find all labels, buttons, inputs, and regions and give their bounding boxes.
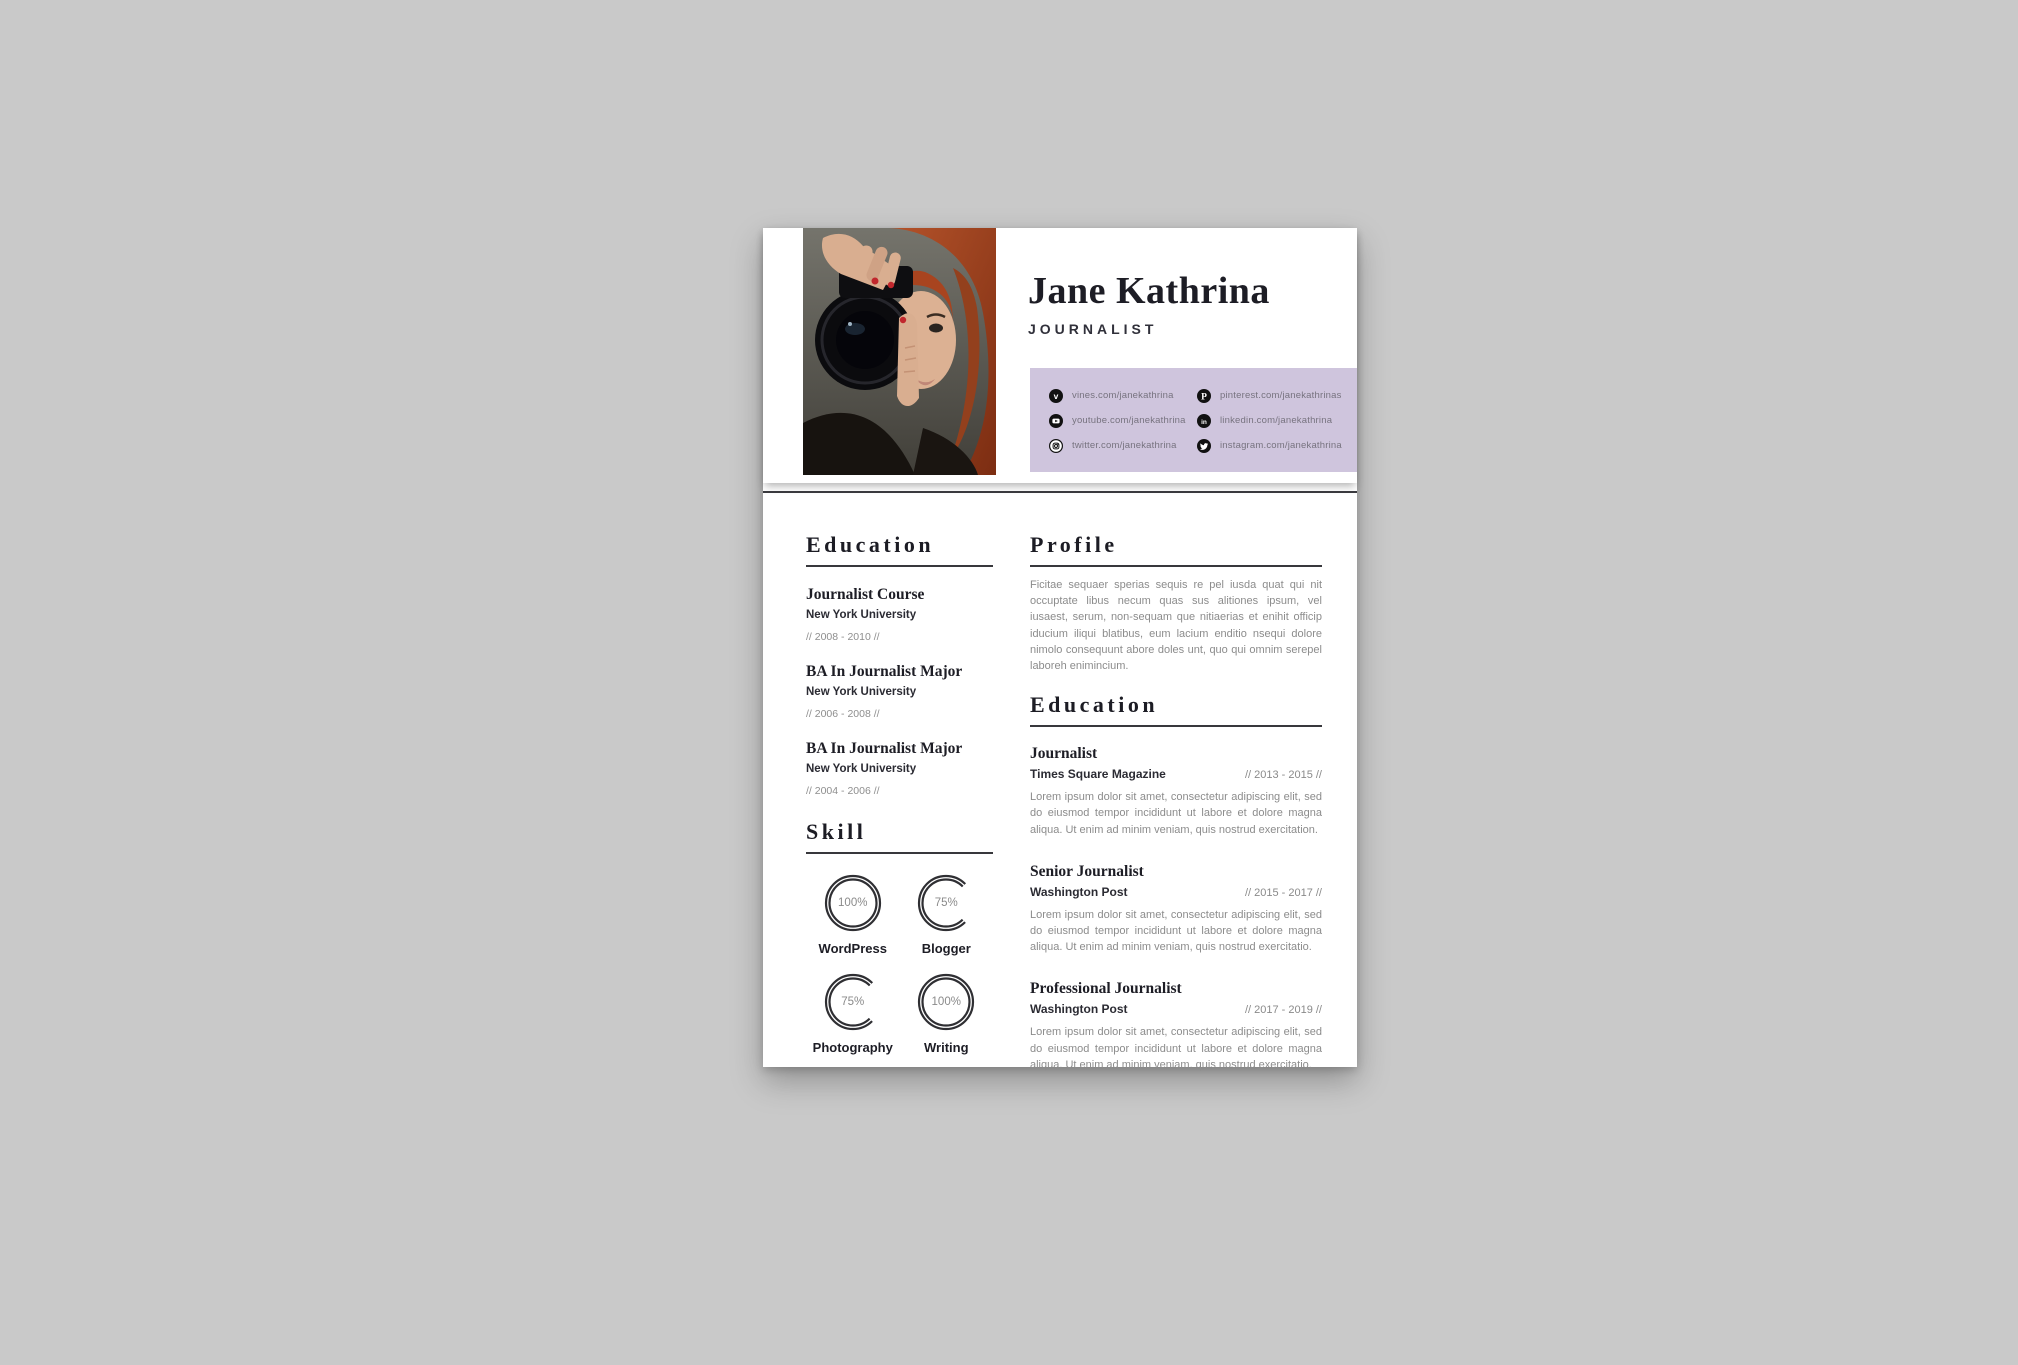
twitter-icon [1197, 439, 1211, 453]
skill-ring [916, 873, 976, 933]
social-links-grid [1049, 383, 1357, 458]
vimeo-icon [1049, 389, 1063, 403]
education-title: BA In Journalist Major [806, 663, 963, 680]
experience-dates: // 2017 - 2019 // [1244, 1004, 1322, 1017]
person-name: Jane Kathrina [1028, 270, 1270, 312]
social-link-instagram[interactable] [1049, 439, 1197, 453]
skill-ring [916, 972, 976, 1032]
experience-dates: // 2015 - 2017 // [1244, 886, 1322, 899]
experience-dates: // 2013 - 2015 // [1244, 769, 1322, 782]
section-rule [1030, 565, 1322, 567]
skill-percent: 75% [841, 996, 865, 1008]
experience-meta [1030, 884, 1322, 900]
resume-page [763, 228, 1357, 1071]
social-link-label: pinterest.com/janekathrinas [1220, 390, 1342, 401]
instagram-icon [1049, 439, 1063, 453]
education-title: Journalist Course [806, 586, 925, 603]
experience-text: Lorem ipsum dolor sit amet, consectetur adipiscing elit, sed do eiusmod tempor incididunt ut labore et dolore magna aliqua. Ut enim ad minim veniam, quis nostrud exercitatio. [1030, 1026, 1322, 1071]
education-school: New York University [806, 763, 917, 775]
education-title: BA In Journalist Major [806, 740, 963, 757]
education-dates: // 2008 - 2010 // [806, 631, 880, 643]
social-link-pinterest[interactable] [1197, 389, 1357, 403]
education-entry [806, 739, 993, 798]
experience-entry [1030, 979, 1322, 1073]
education-dates: // 2004 - 2006 // [806, 785, 880, 797]
skill-ring [823, 972, 883, 1032]
youtube-icon [1049, 414, 1063, 428]
experience-title: Senior Journalist [1030, 862, 1144, 880]
experience-entry [1030, 862, 1322, 956]
profile-text: Ficitae sequaer sperias sequis re pel iusda quat qui nit occuptate libus necum quas sus alitiones ipsum, vel iusaest, serum, non-sequam que nitiaerias et enihit officip iducium iliqui blatibus, eum lacium enditio nsequi dolore nimolo consequunt abore doles unt, quo qui omnim serepel laboreh enimincium. [1030, 579, 1322, 673]
social-link-youtube[interactable] [1049, 414, 1197, 428]
skill-percent: 100% [838, 897, 868, 909]
social-link-label: youtube.com/janekathrina [1072, 415, 1186, 426]
svg-text:in: in [1201, 418, 1207, 426]
social-link-linkedin[interactable] [1197, 414, 1357, 428]
experience-entry [1030, 744, 1322, 838]
education-entry [806, 662, 993, 721]
skill-percent: 75% [934, 897, 958, 909]
experience-title: Journalist [1030, 745, 1098, 763]
person-title: JOURNALIST [1028, 321, 1158, 337]
social-link-vimeo[interactable] [1049, 389, 1197, 403]
experience-company: Times Square Magazine [1030, 767, 1166, 782]
skill-label: WordPress [818, 941, 887, 956]
skill-photography [813, 972, 893, 1055]
profile-section-heading: Profile [1030, 532, 1118, 557]
experience-title: Professional Journalist [1030, 980, 1182, 998]
skill-ring [823, 873, 883, 933]
pinterest-icon [1197, 389, 1211, 403]
social-link-twitter[interactable] [1197, 439, 1357, 453]
svg-text:P: P [1201, 392, 1207, 402]
skills-grid [806, 873, 993, 1055]
section-rule [806, 852, 993, 854]
section-rule [806, 565, 993, 567]
left-column [806, 532, 993, 1055]
svg-text:v: v [1053, 390, 1059, 401]
skill-label: Blogger [921, 941, 971, 956]
right-column [1030, 532, 1322, 1073]
education-school: New York University [806, 686, 917, 698]
skill-label: Photography [812, 1040, 893, 1055]
skill-writing [916, 972, 976, 1055]
experience-meta [1030, 1001, 1322, 1017]
social-link-label: linkedin.com/janekathrina [1220, 415, 1333, 426]
social-links-panel [1030, 368, 1357, 472]
name-block [1028, 270, 1270, 337]
experience-meta [1030, 766, 1322, 782]
experience-text: Lorem ipsum dolor sit amet, consectetur adipiscing elit, sed do eiusmod tempor incididunt ut labore et dolore magna aliqua. Ut enim ad minim veniam, quis nostrud exercitatio. [1030, 908, 1322, 954]
skill-label: Writing [923, 1040, 969, 1055]
skill-blogger [916, 873, 976, 956]
skill-percent: 100% [931, 996, 961, 1008]
education-school: New York University [806, 609, 917, 621]
portrait-photo [803, 228, 996, 475]
resume-body [763, 493, 1357, 1071]
section-rule [1030, 725, 1322, 727]
linkedin-icon [1197, 414, 1211, 428]
experience-section-heading: Education [1030, 692, 1159, 718]
social-link-label: vines.com/janekathrina [1072, 390, 1174, 401]
education-entry [806, 585, 993, 644]
skill-wordpress [819, 873, 887, 956]
resume-header [763, 228, 1357, 483]
experience-company: Washington Post [1030, 884, 1128, 899]
skill-section-heading: Skill [806, 819, 867, 844]
social-link-label: instagram.com/janekathrina [1220, 440, 1342, 451]
experience-text: Lorem ipsum dolor sit amet, consectetur adipiscing elit, sed do eiusmod tempor incididunt ut labore et dolore magna aliqua. Ut enim ad minim veniam, quis nostrud exercitation. [1030, 791, 1322, 836]
education-section-heading: Education [806, 532, 935, 557]
experience-company: Washington Post [1030, 1002, 1128, 1017]
social-link-label: twitter.com/janekathrina [1072, 440, 1177, 451]
education-dates: // 2006 - 2008 // [806, 708, 880, 720]
